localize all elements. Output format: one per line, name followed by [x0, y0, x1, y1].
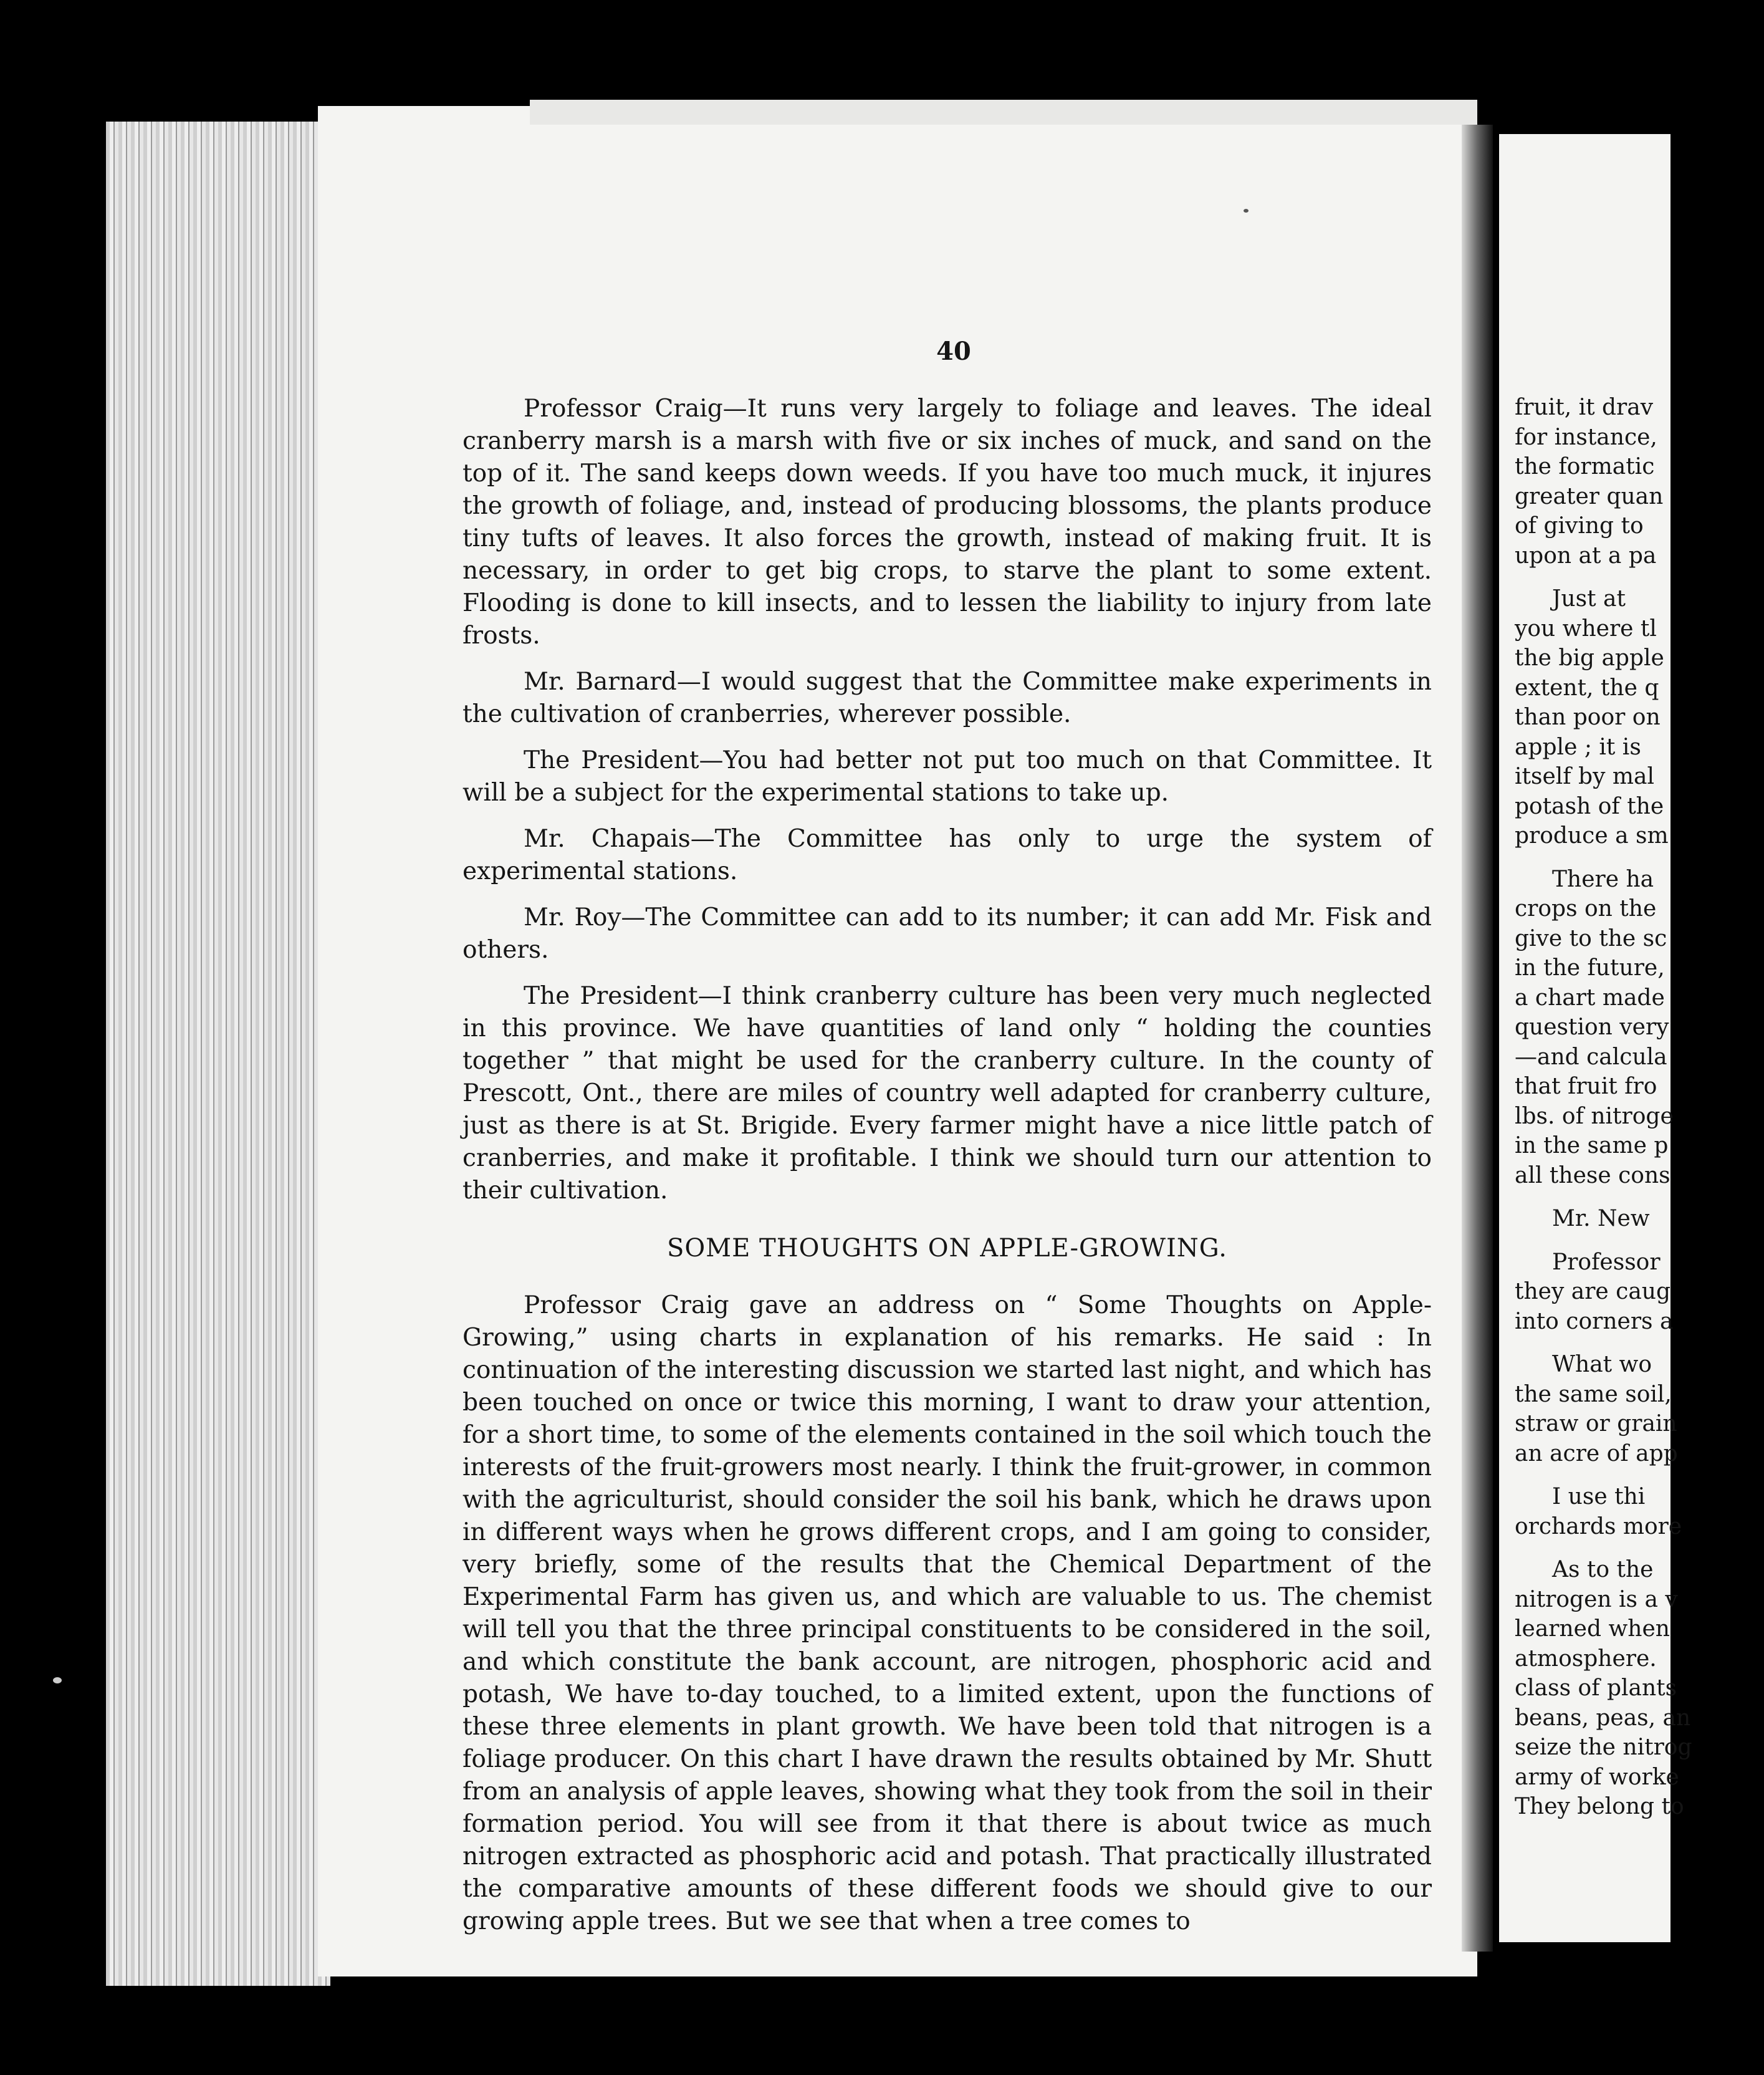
text-line: all these cons	[1515, 1162, 1671, 1188]
text-line: atmosphere.	[1515, 1645, 1657, 1672]
text-line: crops on the	[1515, 896, 1657, 922]
text-line: I use thi	[1552, 1484, 1646, 1509]
paragraph-gap	[1515, 851, 1764, 865]
text-line: you where tl	[1515, 615, 1657, 642]
text-line: learned when	[1515, 1616, 1670, 1642]
text-line: seize the nitrog	[1515, 1735, 1692, 1760]
text-line: Mr. New	[1552, 1206, 1650, 1231]
paragraph: Professor Craig gave an address on “ Some Thoughts on Apple-Growing,” using charts in explanation of his remarks. He said : In continuation of the interesting discussion we started last night, and which has been touched on once or twice this morning, I want to draw your attention, for a short time, to some of the elements contained in the soil which touch the interests of the fruit-growers most nearly. I think the fruit-grower, in common with the agriculturist, should consider the soil his bank, which he draws upon in different ways when he grows different crops, and I am going to consider, very briefly, some of the results that the Chemical Department of the Experimental Farm has given us, and which are valuable to us. The chemist will tell you that the three principal constituents to be considered in the soil, and which constitute the bank account, are nitrogen, phosphoric acid and potash, We have to-day touched, to a limited extent, upon the functions of these three elements in plant growth. We have been told that nitrogen is a foliage producer. On this chart I have drawn the results obtained by Mr. Shutt from an analysis of apple leaves, showing what they took from the soil in their formation period. You will see from it that there is about twice as much nitrogen extracted as phosphoric acid and potash. That practically illustrated the comparative amounts of these different foods we should give to our growing apple trees. But we see that when a tree comes to	[463, 1291, 1432, 1935]
text-line: the big apple	[1515, 645, 1664, 671]
paragraph: Professor Craig—It runs very largely to foliage and leaves. The ideal cranberry marsh is a marsh with five or six inches of muck, and sand on the top of it. The sand keeps down weeds. If you have too much muck, it injures the growth of foliage, and, instead of producing blossoms, the plants produce tiny tufts of leaves. It also forces the growth, instead of making fruit. It is necessary, in order to get big crops, to starve the plant to some extent. Flooding is done to kill insects, and to lessen the liability to injury from late frosts.	[463, 395, 1432, 650]
text-line: greater quan	[1515, 483, 1664, 509]
text-line: of giving to	[1515, 513, 1644, 539]
text-line: army of worke	[1515, 1764, 1679, 1790]
text-line: As to the	[1552, 1557, 1654, 1582]
text-line: fruit, it drav	[1515, 395, 1654, 420]
page-edges	[106, 122, 330, 1986]
paragraph-gap	[1515, 1541, 1764, 1555]
text-line: question very	[1515, 1014, 1669, 1040]
text-line: into corners a	[1515, 1308, 1674, 1334]
paragraph: The President—You had better not put too much on that Committee. It will be a subject for the experimental stations to take up.	[463, 746, 1432, 807]
text-line: they are caug	[1515, 1279, 1671, 1304]
text-line: in the future,	[1515, 955, 1665, 981]
paragraph: Mr. Barnard—I would suggest that the Committee make experiments in the cultivation of cranberries, wherever possible.	[463, 668, 1432, 728]
paragraph-gap	[1515, 1234, 1764, 1248]
text-line: for instance,	[1515, 424, 1657, 450]
paragraph-gap	[1515, 1468, 1764, 1482]
text-line: than poor on	[1515, 705, 1661, 730]
text-line: upon at a pa	[1515, 542, 1657, 569]
text-line: nitrogen is a v	[1515, 1586, 1678, 1612]
text-line: in the same p	[1515, 1133, 1669, 1158]
text-line: —and calcula	[1515, 1044, 1667, 1070]
scan-speck	[53, 1677, 62, 1683]
paragraph: Mr. Chapais—The Committee has only to urge the system of experimental stations.	[463, 825, 1432, 885]
paragraph-gap	[1515, 1336, 1764, 1350]
text-line: that fruit fro	[1515, 1074, 1657, 1099]
text-line: They belong to	[1515, 1794, 1684, 1819]
paragraph-gap	[1515, 571, 1764, 584]
text-line: class of plants	[1515, 1675, 1677, 1701]
left-page-text	[463, 393, 1432, 1952]
paragraph: Mr. Roy—The Committee can add to its number; it can add Mr. Fisk and others.	[463, 903, 1432, 964]
text-line: beans, peas, an	[1515, 1705, 1691, 1731]
text-line: a chart made	[1515, 985, 1665, 1011]
text-line: What wo	[1552, 1352, 1652, 1377]
page-top-strip	[530, 100, 1477, 125]
text-line: itself by mal	[1515, 764, 1654, 789]
page-number: 40	[936, 337, 971, 366]
paragraph: The President—I think cranberry culture has been very much neglected in this province. We have quantities of land only “ holding the counties together ” that might be used for the cranberry culture. In the county of Prescott, Ont., there are miles of country well adapted for cranberry culture, just as there is at St. Brigide. Every farmer might have a nice little patch of cranberries, and make it profitable. I think we should turn our attention to their cultivation.	[463, 982, 1432, 1205]
paragraph-gap	[1515, 1190, 1764, 1204]
section-title: SOME THOUGHTS ON APPLE-GROWING.	[666, 1234, 1228, 1263]
text-line: an acre of app	[1515, 1440, 1678, 1466]
right-page-text	[1515, 393, 1764, 1822]
right-page-text-clip	[1499, 134, 1692, 1942]
text-line: lbs. of nitroge	[1515, 1103, 1674, 1129]
text-line: potash of the	[1515, 793, 1664, 819]
text-line: the same soil,	[1515, 1381, 1672, 1407]
text-line: the formatic	[1515, 454, 1655, 479]
text-line: straw or grain	[1515, 1411, 1677, 1437]
book-gutter	[1462, 125, 1493, 1952]
text-line: produce a sm	[1515, 823, 1669, 849]
scan-speck	[1244, 209, 1249, 213]
text-line: give to the sc	[1515, 925, 1667, 951]
text-line: Professor	[1552, 1249, 1661, 1275]
text-line: Just at	[1552, 586, 1626, 612]
text-line: orchards more	[1515, 1513, 1682, 1539]
text-line: There ha	[1552, 866, 1654, 892]
text-line: apple ; it is	[1515, 734, 1641, 760]
text-line: extent, the q	[1515, 675, 1659, 701]
